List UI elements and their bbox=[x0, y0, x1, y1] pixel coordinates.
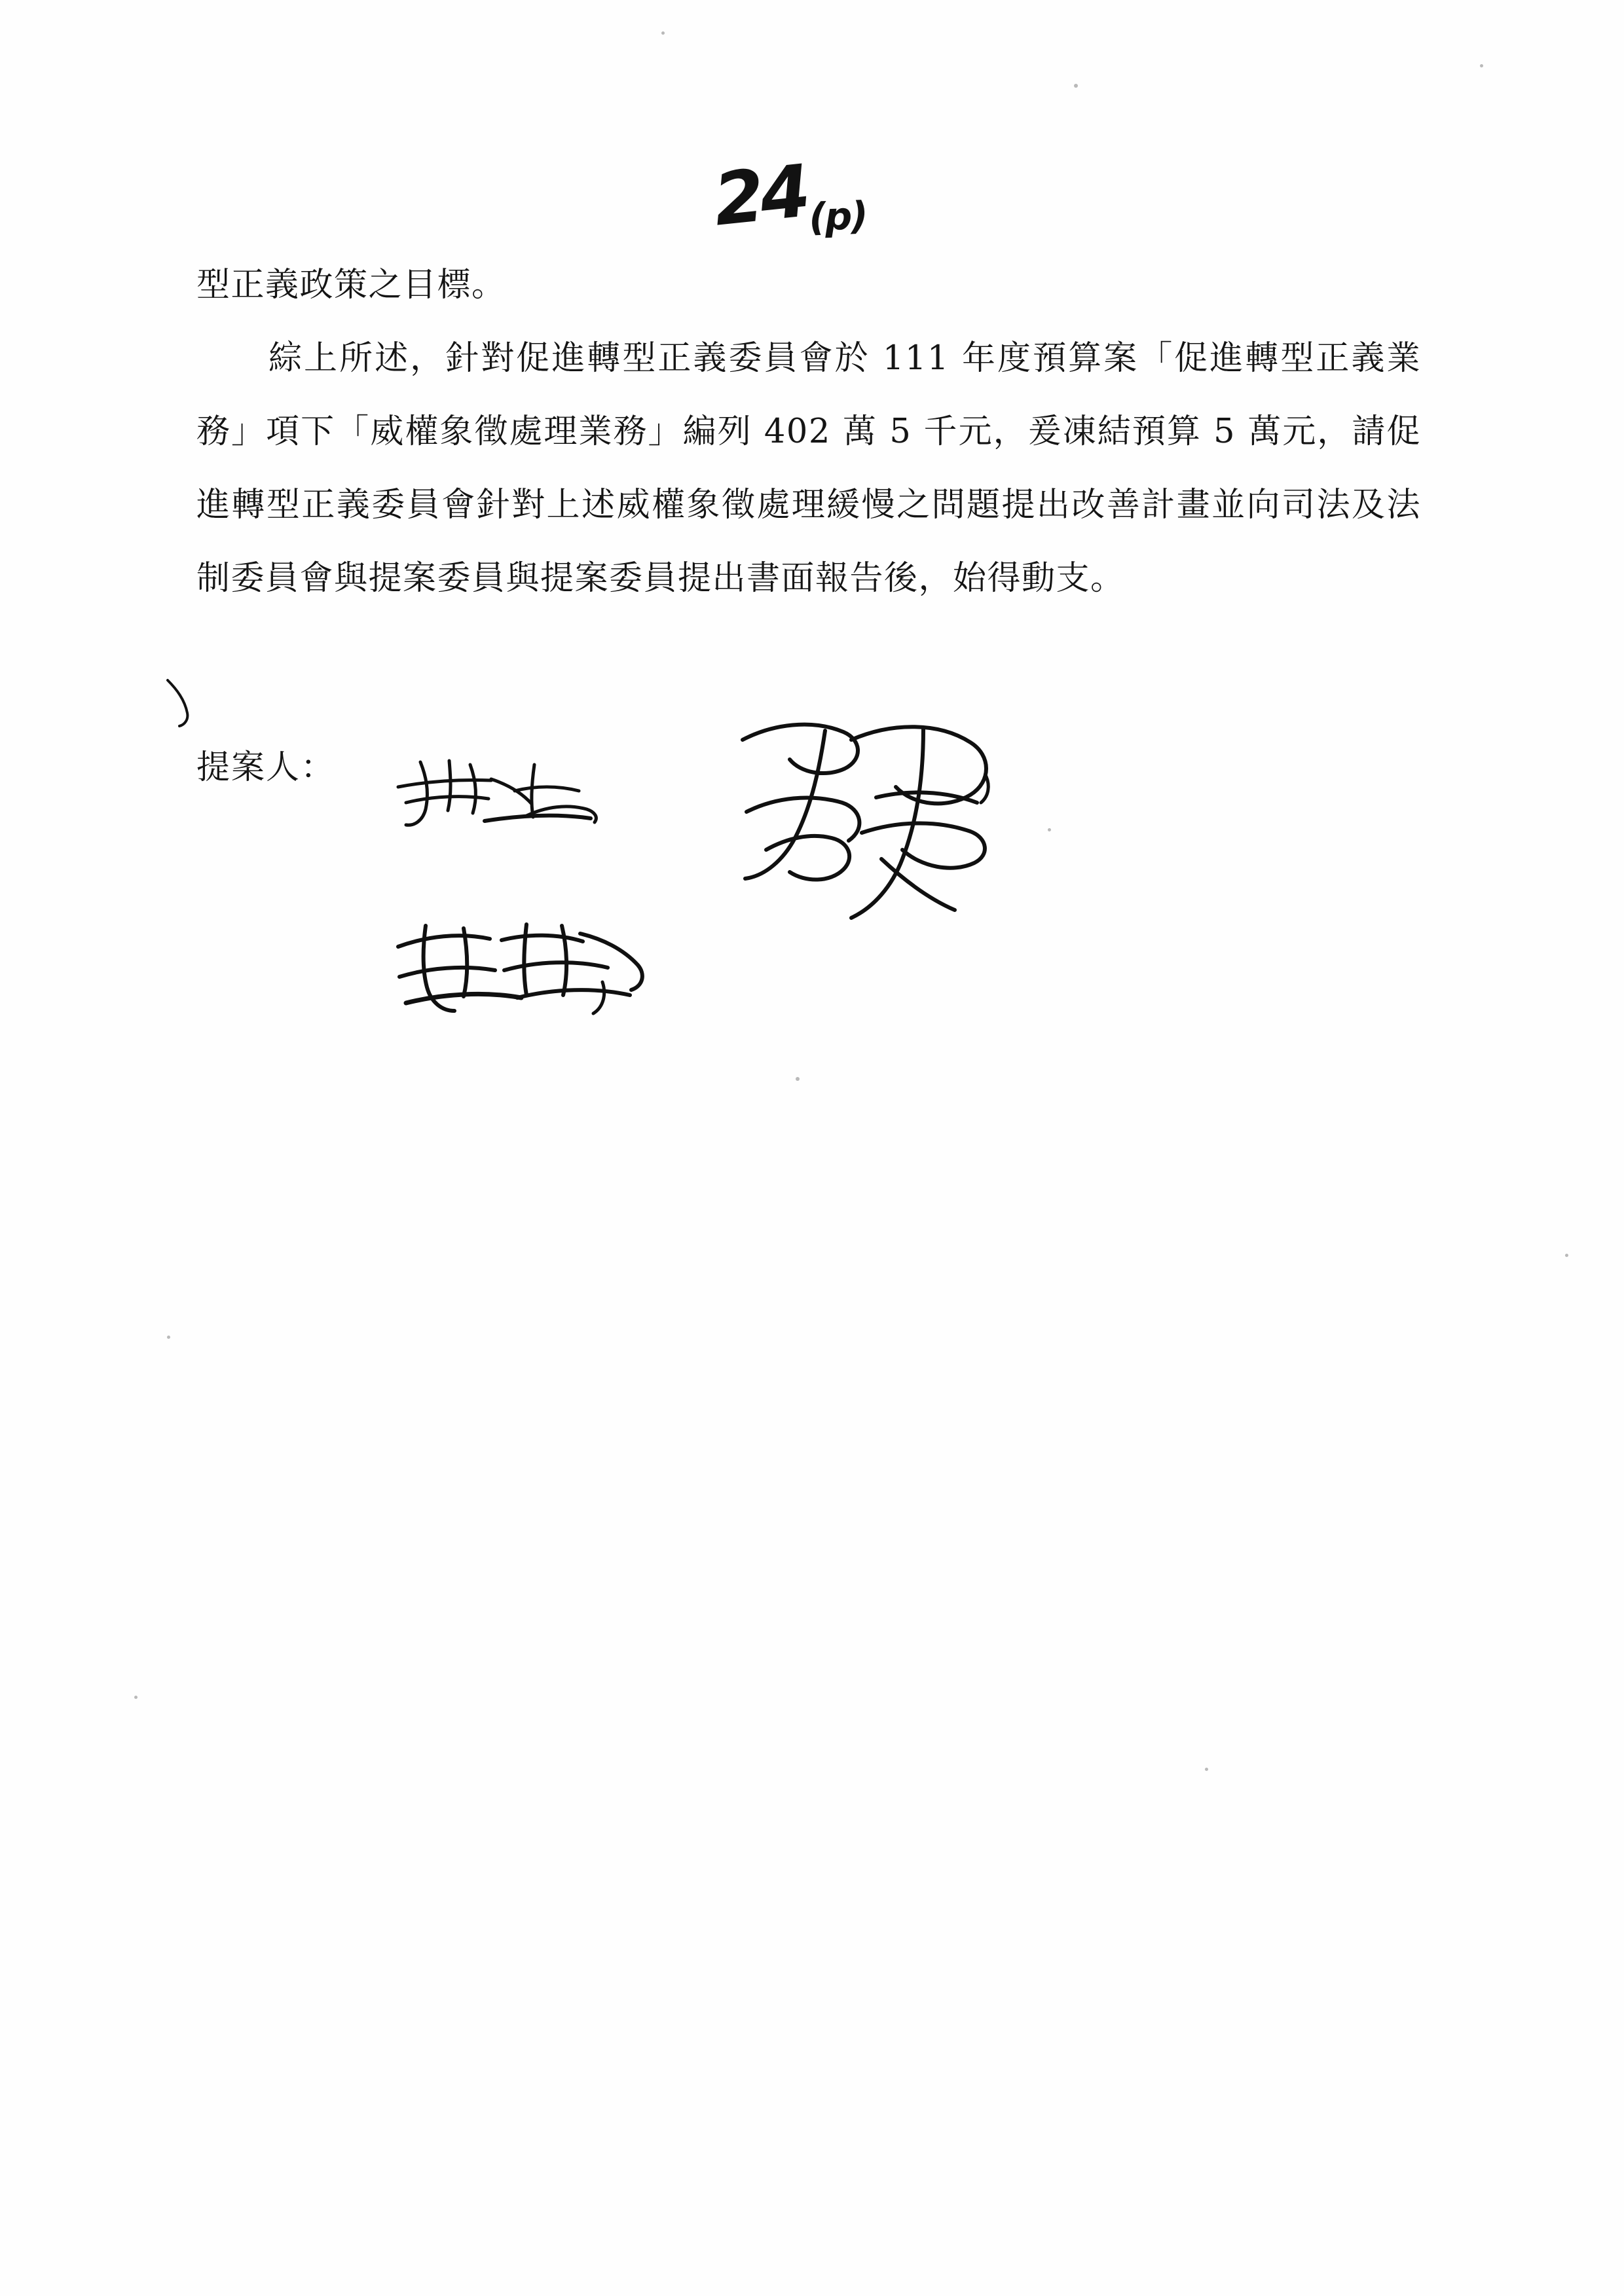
handwritten-page-number bbox=[710, 143, 868, 242]
scan-speck bbox=[1074, 84, 1078, 88]
signature-2 bbox=[727, 714, 1002, 930]
scan-speck bbox=[167, 1336, 170, 1339]
proposer-label: 提案人： bbox=[196, 748, 336, 787]
signature-1 bbox=[386, 753, 602, 838]
signature-3 bbox=[386, 917, 648, 1021]
paragraph-summary: 綜上所述，針對促進轉型正義委員會於 111 年度預算案「促進轉型正義業務」項下「威權象徵處理業務」編列 402 萬 5 千元，爰凍結預算 5 萬元，請促進轉型正義委員會針對上述威權象徵處理緩慢之問題提出改善計畫並向司法及法制委員會與提案委員與提案委員提出書面報告後，始得動支。 bbox=[196, 339, 1421, 598]
scan-speck bbox=[661, 31, 665, 35]
scan-speck bbox=[1565, 1254, 1568, 1257]
page-number-suffix: (p) bbox=[808, 192, 868, 240]
scan-speck bbox=[796, 1077, 800, 1081]
paragraph-continuation: 型正義政策之目標。 bbox=[196, 266, 506, 304]
page-number-value: 24 bbox=[709, 149, 811, 242]
scan-speck bbox=[1205, 1768, 1208, 1771]
scan-speck bbox=[1480, 64, 1483, 67]
stray-pen-mark bbox=[165, 678, 204, 730]
scan-speck bbox=[134, 1696, 138, 1699]
document-body bbox=[196, 249, 1421, 615]
scan-speck bbox=[1048, 828, 1051, 831]
